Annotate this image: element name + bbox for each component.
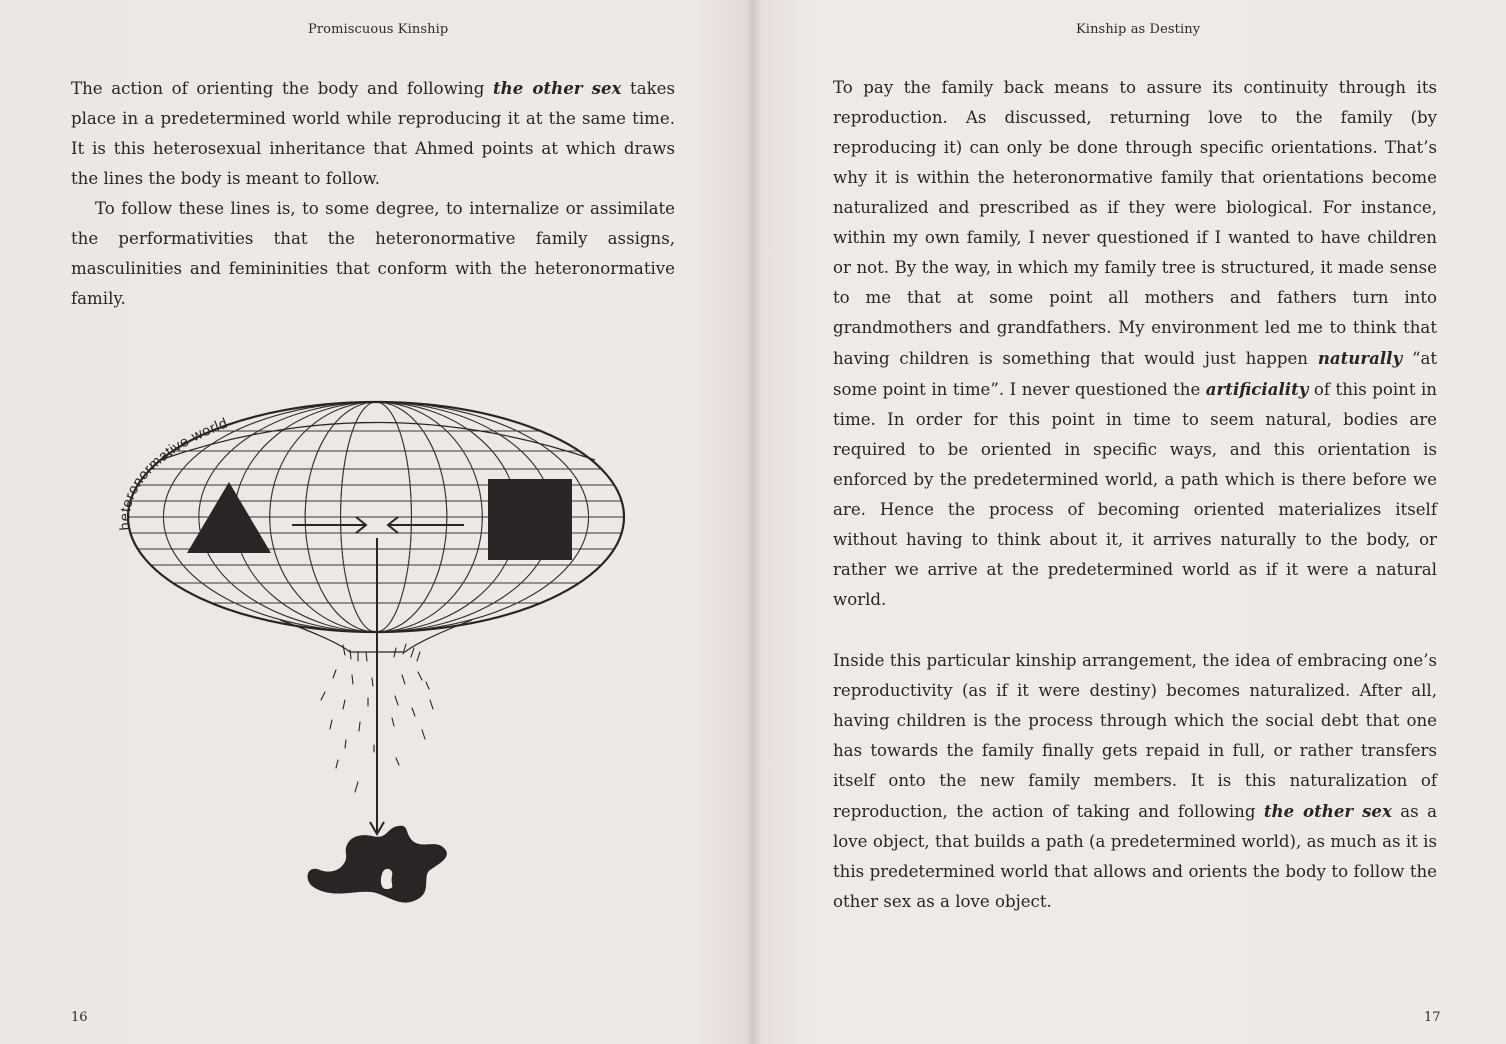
paragraph: To follow these lines is, to some degree, to internalize or assimilate the performativities that the heteronormative family assigns, masculinities and femininities that conform with the heteronormative family. bbox=[71, 199, 675, 308]
paragraph: Inside this particular kinship arrangement, the idea of embracing one’s reproductivity (as if it were destiny) becomes naturalized. After all, having children is the process through which the social debt that one has towards the family finally gets repaid in full, or rather transfers itself onto the new family members. It is this naturalization of reproduction, the action of taking and following the other sex as a love object, that builds a path (a predetermined world), as much as it is this predetermined world that allows and orients the body to follow the other sex as a love object. bbox=[833, 651, 1438, 911]
paragraph: To pay the family back means to assure its continuity through its reproduction. As discussed, returning love to the family (by reproducing it) can only be done through specific orientations. That’s why it is within the heteronormative family that orientations become naturalized and prescribed as if they were biological. For instance, within my own family, I never questioned if I wanted to have children or not. By the way, in which my family tree is structured, it made sense to me that at some point all mothers and fathers turn into grandmothers and grandfathers. My environment led me to think that having children is something that would just happen naturally “at some point in time”. I never questioned the artificiality of this point in time. In order for this point in time to seem natural, bodies are required to be oriented in specific ways, and this orientation is enforced by the predetermined world, a path which is there before we are. Hence the process of becoming oriented materializes itself without having to think about it, it arrives naturally to the body, or rather we arrive at the predetermined world as if it were a natural world. bbox=[833, 78, 1438, 609]
right-page bbox=[754, 0, 1506, 1044]
folio-right: 17 bbox=[1424, 1010, 1441, 1025]
running-head-left: Promiscuous Kinship bbox=[308, 22, 449, 37]
blob-shape bbox=[308, 826, 447, 903]
square-shape bbox=[488, 479, 572, 560]
heteronormative-world-figure bbox=[100, 390, 660, 910]
left-page bbox=[0, 0, 752, 1044]
running-head-right: Kinship as Destiny bbox=[1076, 22, 1201, 37]
folio-left: 16 bbox=[71, 1010, 88, 1025]
globe-label: heteronormative world bbox=[117, 415, 231, 532]
paragraph: The action of orienting the body and following the other sex takes place in a predetermined world while reproducing it at the same time. It is this heterosexual inheritance that Ahmed points at which draws the lines the body is meant to follow. bbox=[71, 78, 676, 188]
right-body-text bbox=[833, 73, 1437, 917]
figure-svg bbox=[100, 390, 660, 910]
arrow-left bbox=[388, 517, 464, 533]
left-body-text bbox=[71, 73, 675, 314]
arrow-down bbox=[370, 538, 384, 834]
arrow-right bbox=[292, 517, 366, 533]
